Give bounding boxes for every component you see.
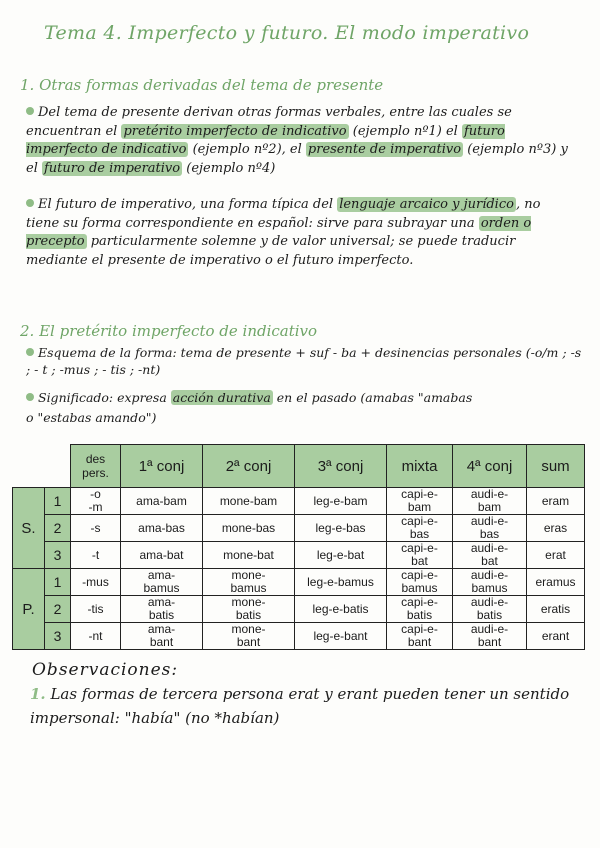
header-3-conj: 3ª conj [295,445,387,488]
person-number: 1 [45,488,71,515]
observaciones-title: Observaciones: [32,660,179,680]
text: Del tema de presente derivan otras formas verbales, entre las cuales se encuentran el [26,105,512,139]
highlight-preterito-imperfecto: pretérito imperfecto de indicativo [123,123,347,139]
table-cell: capi-e- bamus [387,569,453,596]
table-cell: capi-e- bat [387,542,453,569]
table-cell: eramus [527,569,585,596]
table-cell: erat [527,542,585,569]
table-cell: audi-e- bamus [453,569,527,596]
table-row [13,569,585,596]
significado-line-2: o "estabas amando") [26,410,157,425]
highlight-futuro-imperativo: futuro de imperativo [43,160,181,176]
table-cell: leg-e-bat [295,542,387,569]
bullet-dot [26,393,34,401]
significado-line [26,390,582,405]
table-cell: capi-e- bant [387,623,453,650]
highlight-accion-durativa: acción durativa [172,390,271,405]
table-cell: ama-bam [121,488,203,515]
esquema-line [26,344,582,378]
page-title: Tema 4. Imperfecto y futuro. El modo imperativo [44,22,530,44]
bullet-dot [26,199,34,207]
group-plural: P. [13,569,45,650]
group-singular: S. [13,488,45,569]
table-cell: audi-e- bas [453,515,527,542]
bullet-dot [26,348,34,356]
table-cell: leg-e-batis [295,596,387,623]
header-4-conj: 4ª conj [453,445,527,488]
person-number: 3 [45,623,71,650]
table-cell: ama- batis [121,596,203,623]
table-cell: mone-bat [203,542,295,569]
table-header-row [13,445,585,488]
text: , no tiene su forma correspondiente en español: sirve para subrayar una [26,197,541,231]
section-1-heading: 1. Otras formas derivadas del tema de presente [20,76,384,94]
observacion-number: 1. [30,685,46,703]
text: El futuro de imperativo, una forma típica del [38,197,338,212]
text: (ejemplo nº2), el [188,142,306,157]
table-cell: eratis [527,596,585,623]
text: Esquema de la forma: tema de presente + suf - ba + desinencias personales (-o/m ; -s ; - t ; -mus ; - tis ; -nt) [26,345,582,377]
text: (ejemplo nº3) y el [26,142,568,176]
table-cell: -o -m [71,488,121,515]
highlight-futuro-imperfecto: futuro imperfecto de indicativo [26,123,505,157]
person-number: 2 [45,515,71,542]
table-cell: audi-e- bant [453,623,527,650]
table-cell: leg-e-bas [295,515,387,542]
header-mixta: mixta [387,445,453,488]
table-cell: capi-e- batis [387,596,453,623]
highlight-orden-precepto: orden o precepto [26,215,532,249]
table-cell: eram [527,488,585,515]
table-row [13,596,585,623]
header-sum: sum [527,445,585,488]
table-cell: capi-e- bam [387,488,453,515]
paragraph-2 [26,196,574,270]
table-cell: -nt [71,623,121,650]
table-cell: mone-bas [203,515,295,542]
highlight-presente-imperativo: presente de imperativo [307,142,462,157]
person-number: 1 [45,569,71,596]
table-cell: eras [527,515,585,542]
table-cell: ama-bas [121,515,203,542]
table-cell: -mus [71,569,121,596]
paragraph-1 [26,104,574,178]
table-row [13,623,585,650]
table-cell: mone- bant [203,623,295,650]
blank-cell [13,445,45,488]
table-cell: -s [71,515,121,542]
bullet-dot [26,107,34,115]
table-row [13,488,585,515]
header-2-conj: 2ª conj [203,445,295,488]
blank-cell [45,445,71,488]
text: en el pasado (amabas "amabas [272,390,473,405]
table-cell: erant [527,623,585,650]
conjugation-table [12,444,585,650]
header-desinencias: des pers. [71,445,121,488]
table-cell: ama- bant [121,623,203,650]
observacion-text: Las formas de tercera persona erat y erant pueden tener un sentido impersonal: "había" (no *habían) [30,685,570,727]
table-cell: mone- bamus [203,569,295,596]
table-cell: mone- batis [203,596,295,623]
table-cell: audi-e- batis [453,596,527,623]
person-number: 2 [45,596,71,623]
table-cell: audi-e- bat [453,542,527,569]
header-1-conj: 1ª conj [121,445,203,488]
table-cell: capi-e- bas [387,515,453,542]
section-2-heading: 2. El pretérito imperfecto de indicativo [20,322,318,340]
table-cell: -t [71,542,121,569]
table-cell: leg-e-bant [295,623,387,650]
observacion-1 [30,682,570,730]
table-cell: audi-e- bam [453,488,527,515]
table-cell: ama-bat [121,542,203,569]
text: particularmente solemne y de valor universal; se puede traducir mediante el presente de imperativo o el futuro imperfecto. [26,234,516,268]
table-cell: mone-bam [203,488,295,515]
table-cell: leg-e-bamus [295,569,387,596]
table-row [13,515,585,542]
table-cell: leg-e-bam [295,488,387,515]
highlight-lenguaje-arcaico: lenguaje arcaico y jurídico [339,197,514,212]
table-cell: -tis [71,596,121,623]
table-row [13,542,585,569]
text: (ejemplo nº4) [182,160,276,176]
table-cell: ama- bamus [121,569,203,596]
text: Significado: expresa [38,390,171,405]
person-number: 3 [45,542,71,569]
text: (ejemplo nº1) el [348,123,462,139]
